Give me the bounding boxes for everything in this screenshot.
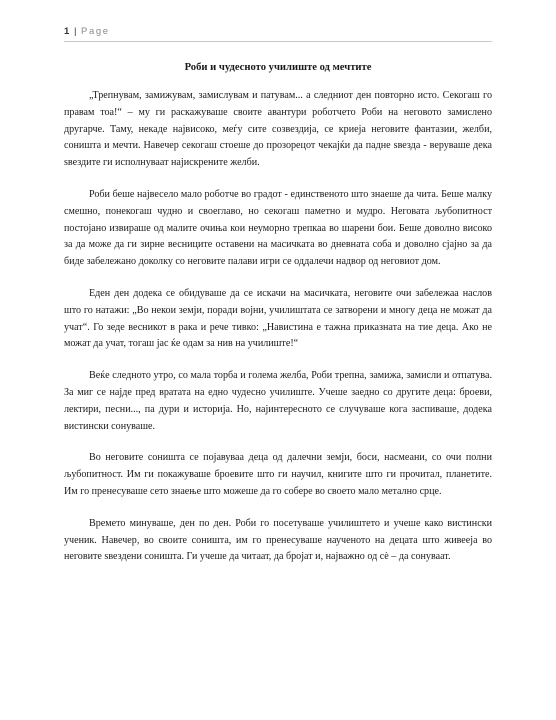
page-number: 1 — [64, 26, 70, 37]
paragraph-3: Еден ден додека се обидуваше да се искачи на масичката, неговите очи забележаа наслов што го натажи: „Во некои земји, поради војни, училиштата се затворени и многу деца не можат да учат“. Го зеде весникот в рака и рече тивко: „Навистина е тажна приказната на тие деца. Ако не можат да учат, тогаш јас ќе одам за нив на училиште!“ — [64, 287, 492, 350]
paragraph-5: Во неговите соништа се појавуваа деца од далечни земји, боси, насмеани, со очи полни љубопитност. Им ги покажуваше броевите што ги научил, книгите што ги прочитал, планетите. Им го пренесуваше сето знаење што можеше да го собере во своето мало метално срце. — [64, 452, 492, 497]
paragraph-4: Веќе следното утро, со мала торба и голема желба, Роби трепна, замижа, замисли и отпатува. За миг се најде пред вратата на едно чудесно училиште. Учеше заедно со другите деца: броеви, лектири, песни..., па дури и историја. Но, најинтересното се случуваше кога заспиваше, додека вистински сонуваше. — [64, 370, 492, 432]
page-header — [64, 26, 492, 42]
paragraph-6: Времето минуваше, ден по ден. Роби го посетуваше училиштето и учеше како вистински ученик. Навечер, во своите соништа, им го пренесуваше наученото на децата што живееја во неговите ѕвездени соништа. Ги учеше да читаат, да бројат и, најважно од сè – да сонуваат. — [64, 517, 492, 563]
paragraph-1: „Трепнувам, замижувам, замислувам и патувам... а следниот ден повторно исто. Секогаш го правам тоа!“ – му ги раскажуваше своите авантури роботчето Роби на неговото замислено другарче. Таму, некаде највисоко, меѓу сите созвездија, се криеја неговите фантазии, желби, соништа и мечти. Навечер секогаш стоеше до прозорецот чекајќи да падне ѕвезда - веруваше дека ѕвездите ги исполнуваат најискрените желби. — [64, 90, 492, 169]
document-body — [64, 88, 492, 581]
page-number-separator: | — [73, 26, 77, 37]
document-title: Роби и чудесното училиште од мечтите — [184, 62, 372, 73]
page-label: Page — [81, 26, 110, 37]
paragraph-2: Роби беше највесело мало роботче во градот - единственото што знаеше да чита. Беше малку смешно, понекогаш чудно и своеглаво, но секогаш паметно и мудро. Неговата љубопитност постојано извираше од малите очиња кои неуморно трепкаа во шарени бои. Беше доволно високо за да може да ги зирне весниците оставени на масичката во дневната соба и доволно сјајно за да биде забележано доколку со неговите палави игри се оддалечи надвор од неговиот дом. — [64, 188, 492, 268]
